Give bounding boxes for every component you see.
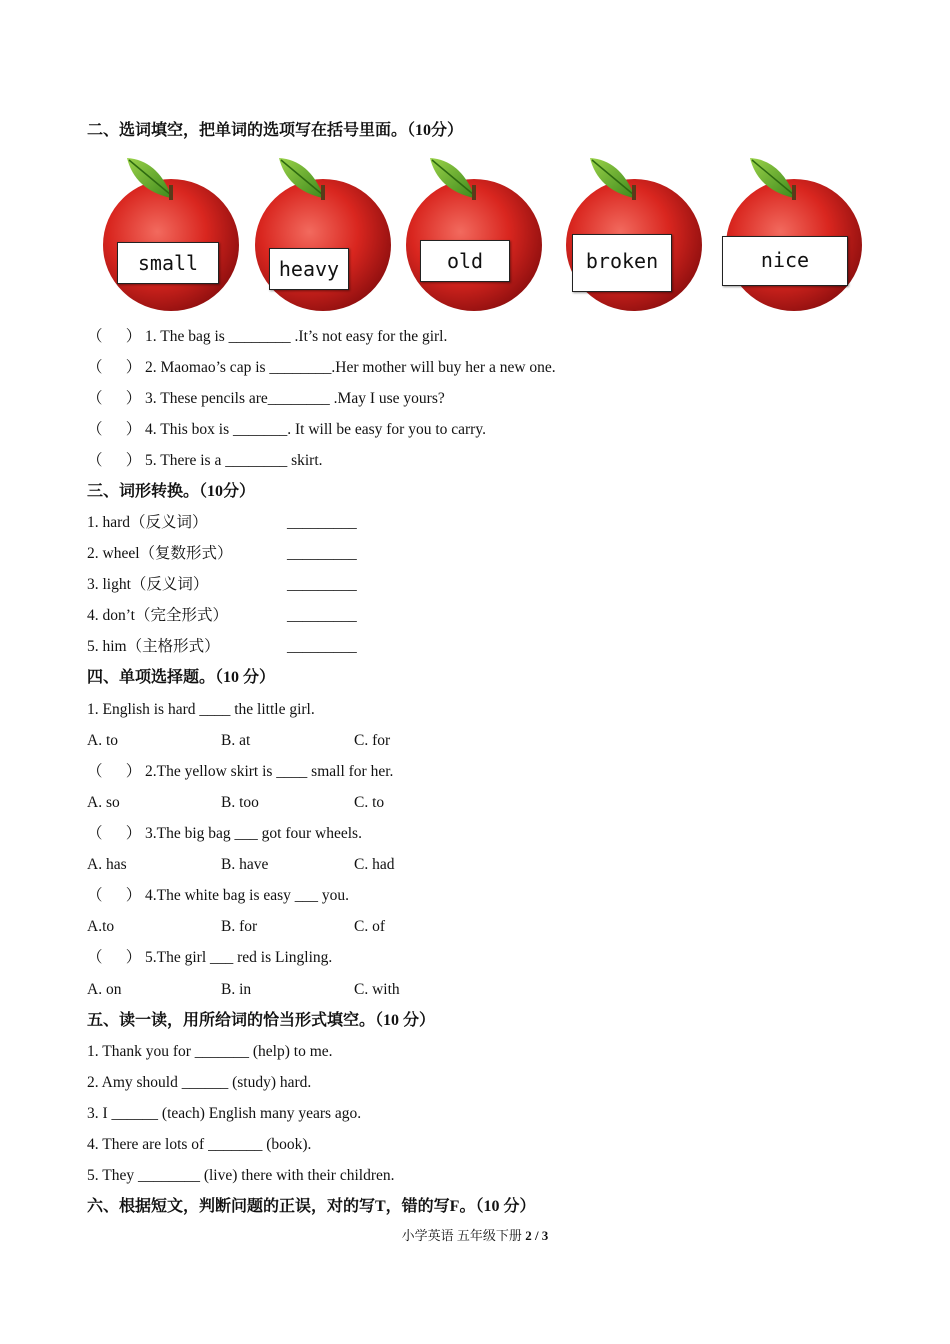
word-label: heavy <box>269 248 349 290</box>
item-text: 5. him（主格形式） <box>87 638 220 655</box>
item-text: 4.The white bag is easy ___ you. <box>145 887 350 904</box>
item-text: 2. wheel（复数形式） <box>87 545 233 562</box>
apple-card <box>97 150 245 315</box>
answer-blank: _________ <box>287 638 357 655</box>
apple-icon <box>249 150 397 315</box>
list-item: 5. They ________ (live) there with their children. <box>87 1167 395 1184</box>
item-text: 4. don’t（完全形式） <box>87 607 228 624</box>
list-item: （ ） 5. There is a ________ skirt. <box>87 452 323 469</box>
option-c: C. with <box>354 981 400 998</box>
list-item: （ ） 4. This box is _______. It will be easy for you to carry. <box>87 421 486 438</box>
section2-heading: 二、选词填空，把单词的选项写在括号里面。（10分） <box>87 122 464 139</box>
question: 1. English is hard ____ the little girl. <box>87 701 315 718</box>
list-item: 2. Amy should ______ (study) hard. <box>87 1074 312 1091</box>
list-item: （ ） 3. These pencils are________ .May I use yours? <box>87 390 445 407</box>
word-label: small <box>117 242 219 284</box>
option-c: C. to <box>354 794 385 811</box>
item-text: 3.The big bag ___ got four wheels. <box>145 825 362 842</box>
option-b: B. in <box>221 981 252 998</box>
option-a: A.to <box>87 918 115 935</box>
word-label: nice <box>722 236 848 286</box>
list-item: 1. Thank you for _______ (help) to me. <box>87 1043 333 1060</box>
apple-card <box>400 150 548 315</box>
apple-icon <box>97 150 245 315</box>
section4-heading: 四、单项选择题。（10 分） <box>87 669 276 686</box>
list-item: 3. I ______ (teach) English many years ago. <box>87 1105 362 1122</box>
option-b: B. too <box>221 794 259 811</box>
list-item <box>87 513 208 533</box>
question: （ ） 4.The white bag is easy ___ you. <box>87 887 350 904</box>
list-item <box>87 544 233 564</box>
question: （ ） 3.The big bag ___ got four wheels. <box>87 825 362 842</box>
page-number: 2 / 3 <box>525 1228 549 1243</box>
list-item <box>87 606 228 626</box>
item-text: 3. These pencils are________ .May I use yours? <box>145 390 445 407</box>
section6-heading: 六、根据短文，判断问题的正误，对的写T，错的写F。（10 分） <box>87 1198 536 1215</box>
word-label: broken <box>572 234 672 292</box>
item-text: 1. The bag is ________ .It’s not easy for the girl. <box>145 328 448 345</box>
answer-blank: _________ <box>287 514 357 531</box>
section5-heading: 五、读一读，用所给词的恰当形式填空。（10 分） <box>87 1012 436 1029</box>
answer-blank: _________ <box>287 545 357 562</box>
list-item <box>87 575 208 595</box>
item-text: 5.The girl ___ red is Lingling. <box>145 949 333 966</box>
option-b: B. for <box>221 918 258 935</box>
item-text: 3. light（反义词） <box>87 576 209 593</box>
list-item: （ ） 1. The bag is ________ .It’s not easy for the girl. <box>87 328 448 345</box>
list-item: 4. There are lots of _______ (book). <box>87 1136 312 1153</box>
apple-icon <box>400 150 548 315</box>
apple-icon <box>720 150 868 315</box>
option-c: C. had <box>354 856 395 873</box>
option-b: B. have <box>221 856 269 873</box>
option-a: A. has <box>87 856 127 873</box>
list-item: （ ） 2. Maomao’s cap is ________.Her mother will buy her a new one. <box>87 359 556 376</box>
apple-card <box>249 150 397 315</box>
option-b: B. at <box>221 732 251 749</box>
page-footer <box>0 1225 950 1244</box>
apple-card <box>560 150 708 315</box>
answer-blank: _________ <box>287 607 357 624</box>
option-a: A. to <box>87 732 118 749</box>
item-text: 2.The yellow skirt is ____ small for her. <box>145 763 394 780</box>
item-text: 2. Maomao’s cap is ________.Her mother will buy her a new one. <box>145 359 556 376</box>
item-text: 4. This box is _______. It will be easy for you to carry. <box>145 421 486 438</box>
section3-heading: 三、词形转换。（10分） <box>87 483 256 500</box>
option-a: A. on <box>87 981 122 998</box>
option-c: C. of <box>354 918 385 935</box>
apple-card <box>720 150 868 315</box>
question: （ ） 2.The yellow skirt is ____ small for her. <box>87 763 394 780</box>
item-text: 1. hard（反义词） <box>87 514 208 531</box>
apple-word-bank <box>92 150 872 320</box>
footer-text: 小学英语 五年级下册 <box>401 1228 526 1243</box>
word-label: old <box>420 240 510 282</box>
answer-blank: _________ <box>287 576 357 593</box>
list-item <box>87 637 220 657</box>
question: （ ） 5.The girl ___ red is Lingling. <box>87 949 333 966</box>
item-text: 5. There is a ________ skirt. <box>145 452 323 469</box>
option-c: C. for <box>354 732 391 749</box>
option-a: A. so <box>87 794 120 811</box>
